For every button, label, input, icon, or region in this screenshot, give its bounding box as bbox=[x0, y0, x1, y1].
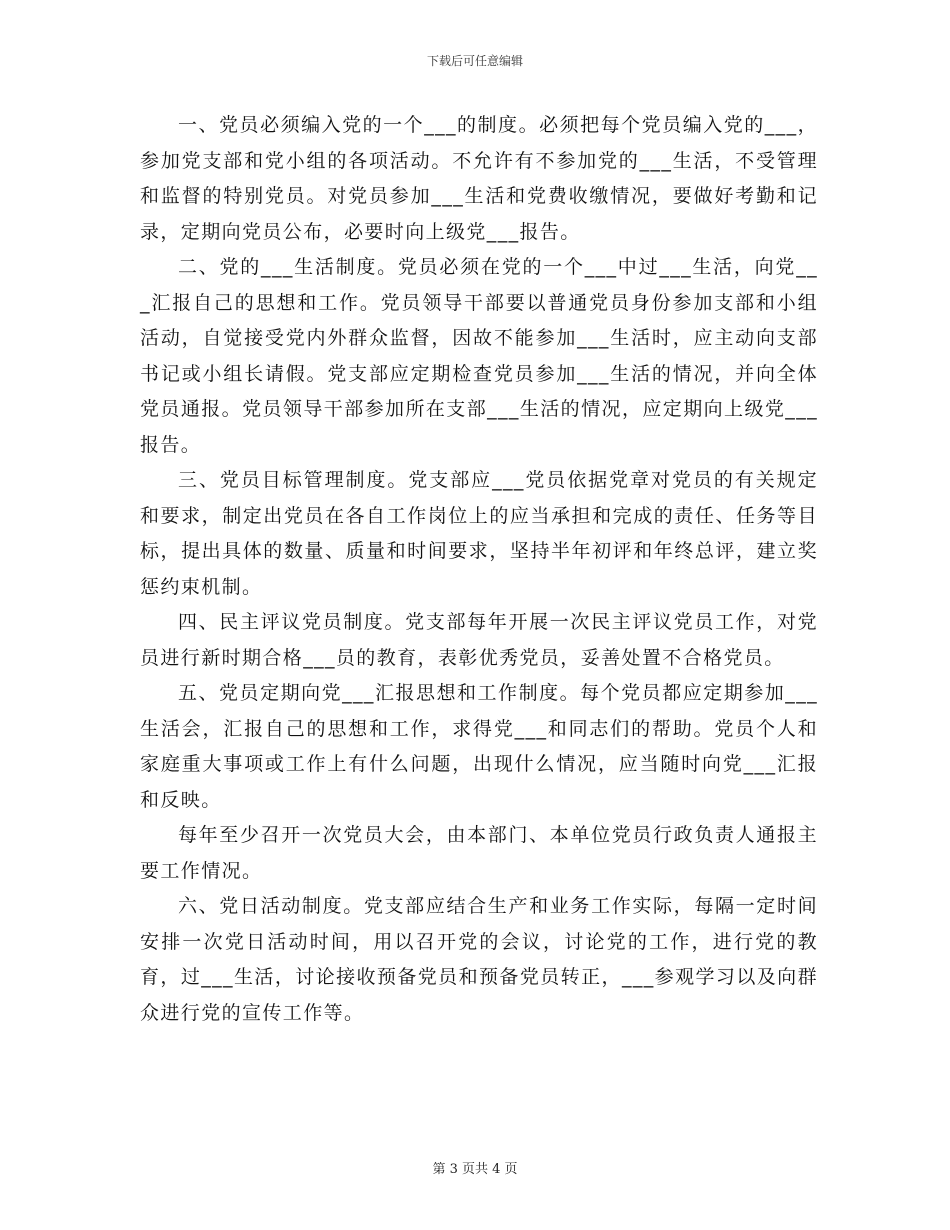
paragraph-5: 五、党员定期向党___汇报思想和工作制度。每个党员都应定期参加___生活会，汇报自己的思想和工作，求得党___和同志们的帮助。党员个人和家庭重大事项或工作上有什么问题，出现什么情况，应当随时向党___汇报和反映。 bbox=[140, 682, 818, 811]
paragraph-4: 四、民主评议党员制度。党支部每年开展一次民主评议党员工作，对党员进行新时期合格___员的教育，表彰优秀党员，妥善处置不合格党员。 bbox=[140, 611, 818, 669]
paragraph-7: 六、党日活动制度。党支部应结合生产和业务工作实际，每隔一定时间安排一次党日活动时间，用以召开党的会议，讨论党的工作，进行党的教育，过___生活，讨论接收预备党员和预备党员转正，___参观学习以及向群众进行党的宣传工作等。 bbox=[140, 895, 818, 1024]
paragraph-6: 每年至少召开一次党员大会，由本部门、本单位党员行政负责人通报主要工作情况。 bbox=[140, 824, 818, 882]
paragraph-3: 三、党员目标管理制度。党支部应___党员依据党章对党员的有关规定和要求，制定出党员在各自工作岗位上的应当承担和完成的责任、任务等目标，提出具体的数量、质量和时间要求，坚持半年初评和年终总评，建立奖惩约束机制。 bbox=[140, 469, 818, 598]
page-number: 第 3 页共 4 页 bbox=[432, 1162, 518, 1177]
header-note: 下载后可任意编辑 bbox=[426, 54, 523, 68]
paragraph-2: 二、党的___生活制度。党员必须在党的一个___中过___生活，向党___汇报自己的思想和工作。党员领导干部要以普通党员身份参加支部和小组活动，自觉接受党内外群众监督，因故不能参加___生活时，应主动向支部书记或小组长请假。党支部应定期检查党员参加___生活的情况，并向全体党员通报。党员领导干部参加所在支部___生活的情况，应定期向上级党___报告。 bbox=[140, 256, 818, 456]
paragraph-1: 一、党员必须编入党的一个___的制度。必须把每个党员编入党的___，参加党支部和党小组的各项活动。不允许有不参加党的___生活，不受管理和监督的特别党员。对党员参加___生活和党费收缴情况，要做好考勤和记录，定期向党员公布，必要时向上级党___报告。 bbox=[140, 114, 818, 243]
document-body bbox=[140, 108, 818, 1031]
